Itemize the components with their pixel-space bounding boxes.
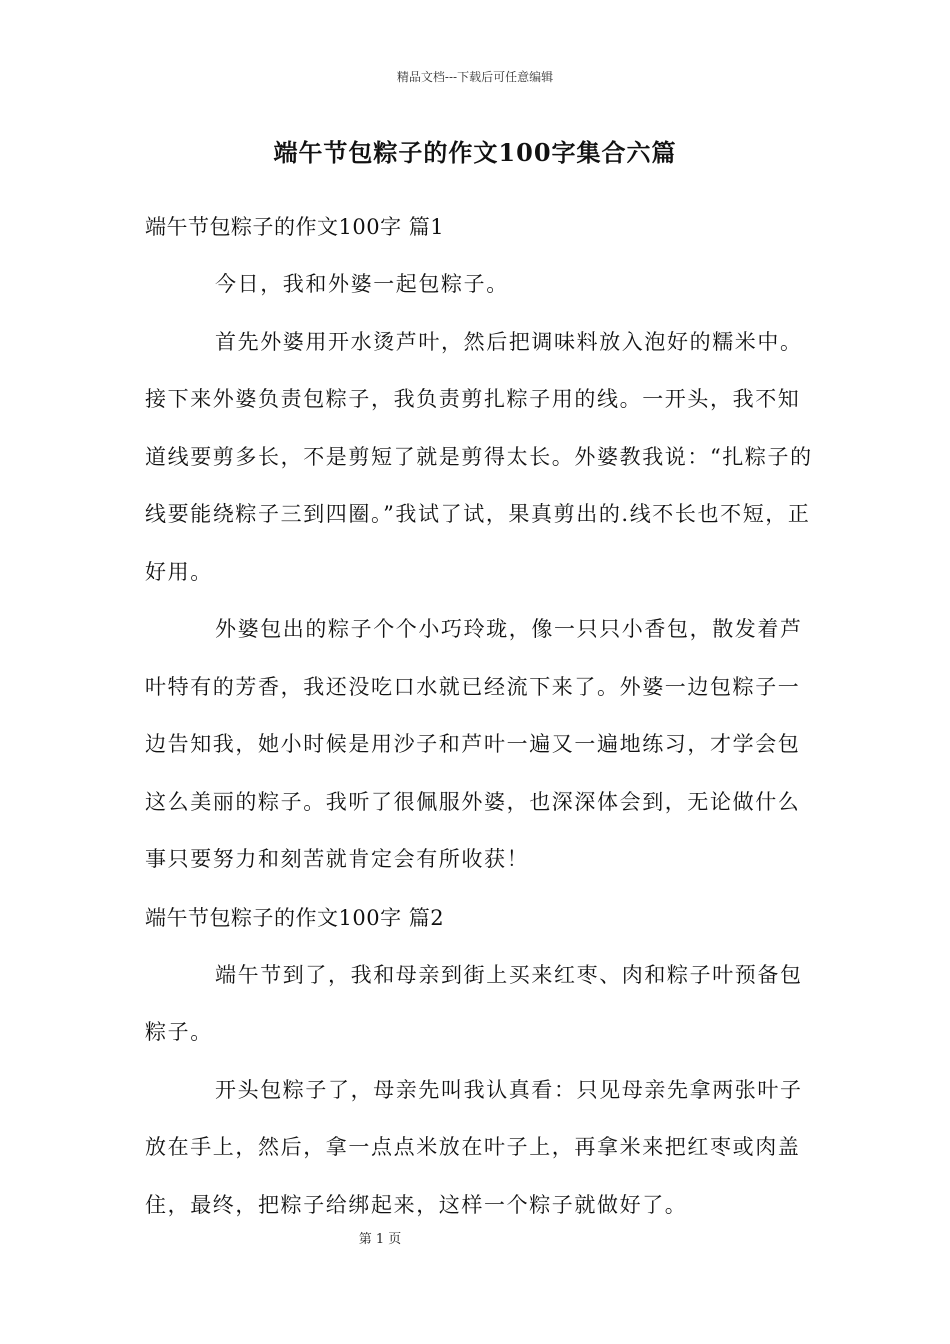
paragraph: 开头包粽子了，母亲先叫我认真看：只见母亲先拿两张叶子放在手上，然后，拿一点点米放在叶子上，再拿米来把红枣或肉盖住，最终，把粽子给绑起来，这样一个粽子就做好了。 xyxy=(145,1077,803,1217)
section-heading: 端午节包粽子的作文100字 篇1 xyxy=(145,215,445,239)
paragraph: 端午节到了，我和母亲到街上买来红枣、肉和粽子叶预备包粽子。 xyxy=(145,962,803,1044)
document-title: 端午节包粽子的作文100字集合六篇 xyxy=(273,138,677,167)
page-number: 第 1 页 xyxy=(358,1232,402,1247)
section-1 xyxy=(145,198,815,889)
paragraph: 首先外婆用开水烫芦叶，然后把调味料放入泡好的糯米中。接下来外婆负责包粽子，我负责剪扎粽子用的线。一开头，我不知道线要剪多长，不是剪短了就是剪得太长。外婆教我说：“扎粽子的线要能绕粽子三到四圈。”我试了试，果真剪出的.线不长也不短，正好用。 xyxy=(145,329,813,584)
header-note: 精品文档---下载后可任意编辑 xyxy=(396,70,554,84)
section-2 xyxy=(145,889,815,1235)
paragraph: 外婆包出的粽子个个小巧玲珑，像一只只小香包，散发着芦叶特有的芳香，我还没吃口水就已经流下来了。外婆一边包粽子一边告知我，她小时候是用沙子和芦叶一遍又一遍地练习，才学会包这么美丽的粽子。我听了很佩服外婆，也深深体会到，无论做什么事只要努力和刻苦就肯定会有所收获！ xyxy=(145,617,803,871)
document-body xyxy=(145,198,815,1234)
paragraph: 今日，我和外婆一起包粽子。 xyxy=(215,272,509,296)
section-heading: 端午节包粽子的作文100字 篇2 xyxy=(145,905,445,930)
